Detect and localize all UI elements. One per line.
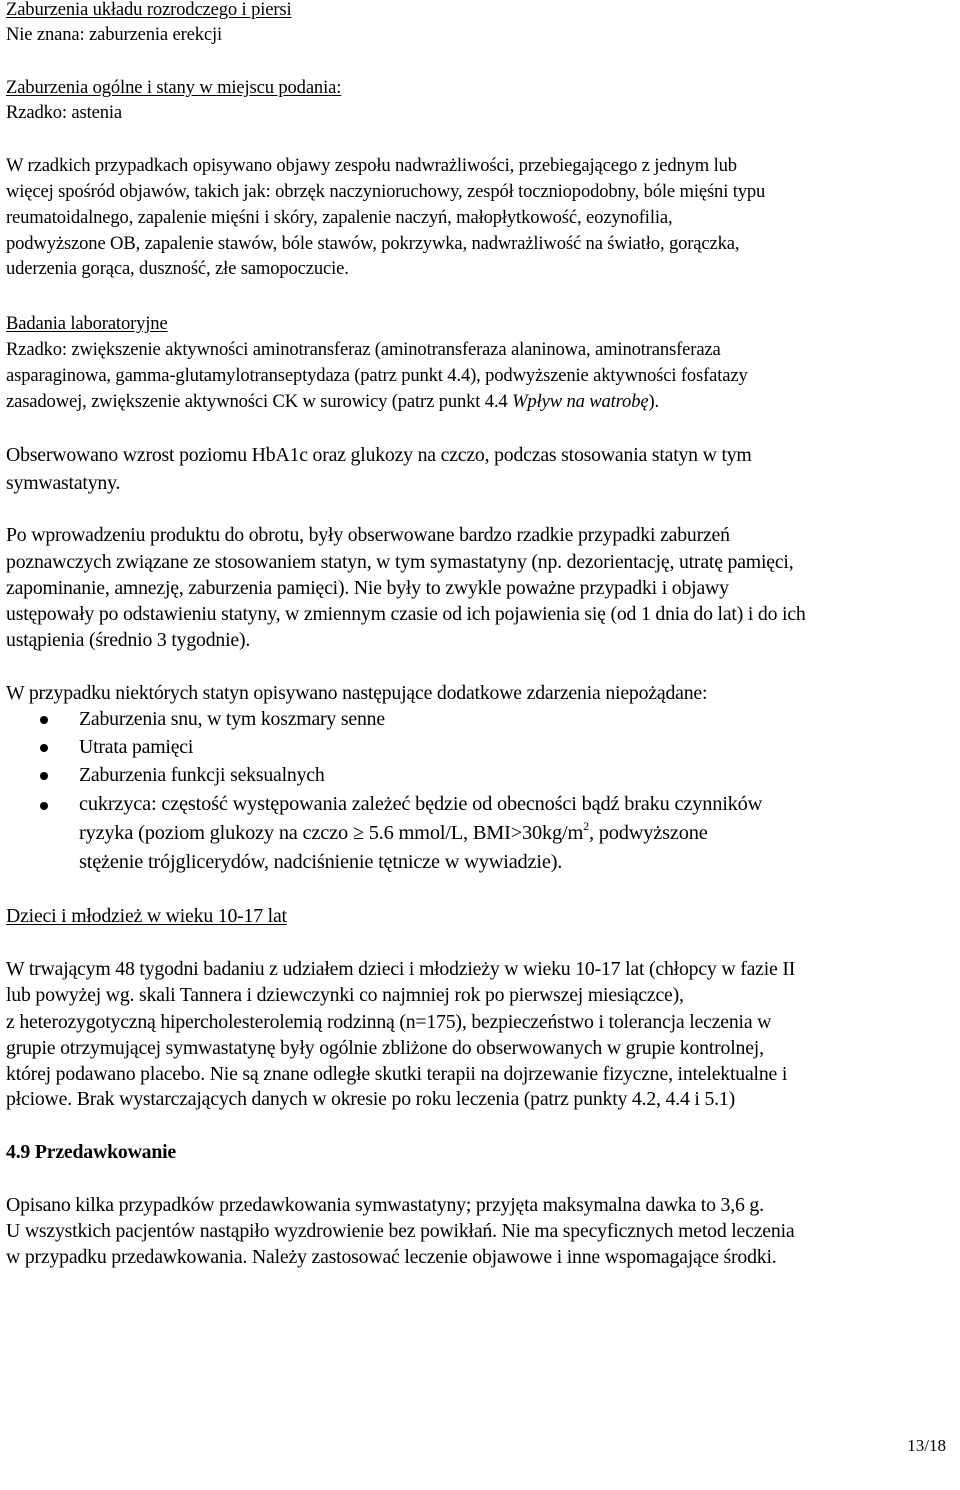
hypersensitivity-line: reumatoidalnego, zapalenie mięśni i skóry, zapalenie naczyń, małopłytkowość, eozynofilia, (6, 207, 673, 228)
page-number: 13/18 (907, 1436, 946, 1455)
section-heading-overdose: 4.9 Przedawkowanie (6, 1141, 177, 1163)
lab-line: Rzadko: zwiększenie aktywności aminotransferaz (aminotransferaza alaninowa, aminotransferaza (6, 339, 721, 360)
lab-line: asparaginowa, gamma-glutamylotranseptydaza (patrz punkt 4.4), podwyższenie aktywności fosfatazy (6, 365, 748, 386)
bullet-item: Zaburzenia snu, w tym koszmary senne (79, 708, 385, 730)
overdose-line: U wszystkich pacjentów nastąpiło wyzdrowienie bez powikłań. Nie ma specyficznych metod leczenia (6, 1220, 795, 1242)
hba1c-line: Obserwowano wzrost poziomu HbA1c oraz glukozy na czczo, podczas stosowania statyn w tym (6, 444, 752, 466)
children-line: W trwającym 48 tygodni badaniu z udziałem dzieci i młodzieży w wieku 10-17 lat (chłopcy w fazie II (6, 958, 796, 980)
children-line: grupie otrzymującej symwastatynę były ogólnie zbliżone do obserwowanych w grupie kontrolnej, (6, 1037, 764, 1059)
hypersensitivity-line: więcej spośród objawów, takich jak: obrzęk naczynioruchowy, zespół toczniopodobny, bóle mięśni typu (6, 181, 766, 202)
overdose-line: w przypadku przedawkowania. Należy zastosować leczenie objawowe i inne wspomagające środki. (6, 1246, 777, 1268)
hypersensitivity-line: W rzadkich przypadkach opisywano objawy zespołu nadwrażliwości, przebiegającego z jednym lub (6, 155, 737, 176)
children-line: płciowe. Brak wystarczających danych w okresie po roku leczenia (patrz punkty 4.2, 4.4 i 5.1) (6, 1088, 735, 1110)
overdose-line: Opisano kilka przypadków przedawkowania symwastatyny; przyjęta maksymalna dawka to 3,6 g. (6, 1194, 764, 1216)
lab-line-start: zasadowej, zwiększenie aktywności CK w surowicy (patrz punkt 4.4 (6, 391, 513, 412)
bullet-dot (40, 802, 48, 810)
cognitive-line: zapominanie, amnezję, zaburzenia pamięci). Nie były to zwykle poważne przypadki i objawy (6, 577, 729, 599)
bullet-item-diabetes-cont (79, 819, 708, 845)
bullet-item-diabetes-cont: stężenie trójglicerydów, nadciśnienie tętnicze w wywiadzie). (79, 851, 563, 873)
children-line: z heterozygotyczną hipercholesterolemią rodzinną (n=175), bezpieczeństwo i tolerancja leczenia w (6, 1011, 772, 1033)
section-heading-lab: Badania laboratoryjne (6, 313, 168, 334)
additional-intro: W przypadku niektórych statyn opisywano następujące dodatkowe zdarzenia niepożądane: (6, 682, 708, 704)
hba1c-line: symwastatyny. (6, 472, 121, 494)
lab-line (6, 391, 659, 413)
cognitive-line: Po wprowadzeniu produktu do obrotu, były obserwowane bardzo rzadkie przypadki zaburzeń (6, 524, 730, 546)
diabetes-line-sup: 2 (583, 819, 589, 833)
section-heading-general: Zaburzenia ogólne i stany w miejscu podania: (6, 77, 342, 98)
diabetes-line-start: ryzyka (poziom glukozy na czczo ≥ 5.6 mmol/L, BMI>30kg/m (79, 822, 584, 844)
cognitive-line: ustąpienia (średnio 3 tygodnie). (6, 629, 251, 651)
bullet-item: Utrata pamięci (79, 736, 194, 758)
children-line: której podawano placebo. Nie są znane odległe skutki terapii na dojrzewanie fizyczne, intelektualne i (6, 1063, 788, 1085)
lab-line-italic-ref: Wpływ na watrobę (512, 391, 649, 412)
section-heading-children: Dzieci i młodzież w wieku 10-17 lat (6, 905, 287, 927)
cognitive-line: poznawczych związane ze stosowaniem statyn, w tym symastatyny (np. dezorientację, utratę pamięci, (6, 551, 794, 573)
general-line: Rzadko: astenia (6, 102, 122, 123)
bullet-item-diabetes: cukrzyca: częstość występowania zależeć będzie od obecności bądź braku czynników (79, 793, 763, 815)
bullet-dot (40, 772, 48, 780)
bullet-dot (40, 744, 48, 752)
diabetes-line-end: , podwyższone (588, 822, 708, 844)
children-line: lub powyżej wg. skali Tannera i dziewczynki co najmniej rok po pierwszej miesiączce), (6, 984, 684, 1006)
reproductive-line: Nie znana: zaburzenia erekcji (6, 24, 223, 45)
hypersensitivity-line: podwyższone OB, zapalenie stawów, bóle stawów, pokrzywka, nadwrażliwość na światło, gorączka, (6, 233, 740, 254)
bullet-item: Zaburzenia funkcji seksualnych (79, 764, 325, 786)
hypersensitivity-line: uderzenia gorąca, duszność, złe samopoczucie. (6, 258, 349, 279)
cognitive-line: ustępowały po odstawieniu statyny, w zmiennym czasie od ich pojawienia się (od 1 dnia do lat) i do ich (6, 603, 806, 625)
bullet-dot (40, 716, 48, 724)
lab-line-end: ). (648, 391, 659, 412)
section-heading-reproductive: Zaburzenia układu rozrodczego i piersi (6, 0, 292, 20)
